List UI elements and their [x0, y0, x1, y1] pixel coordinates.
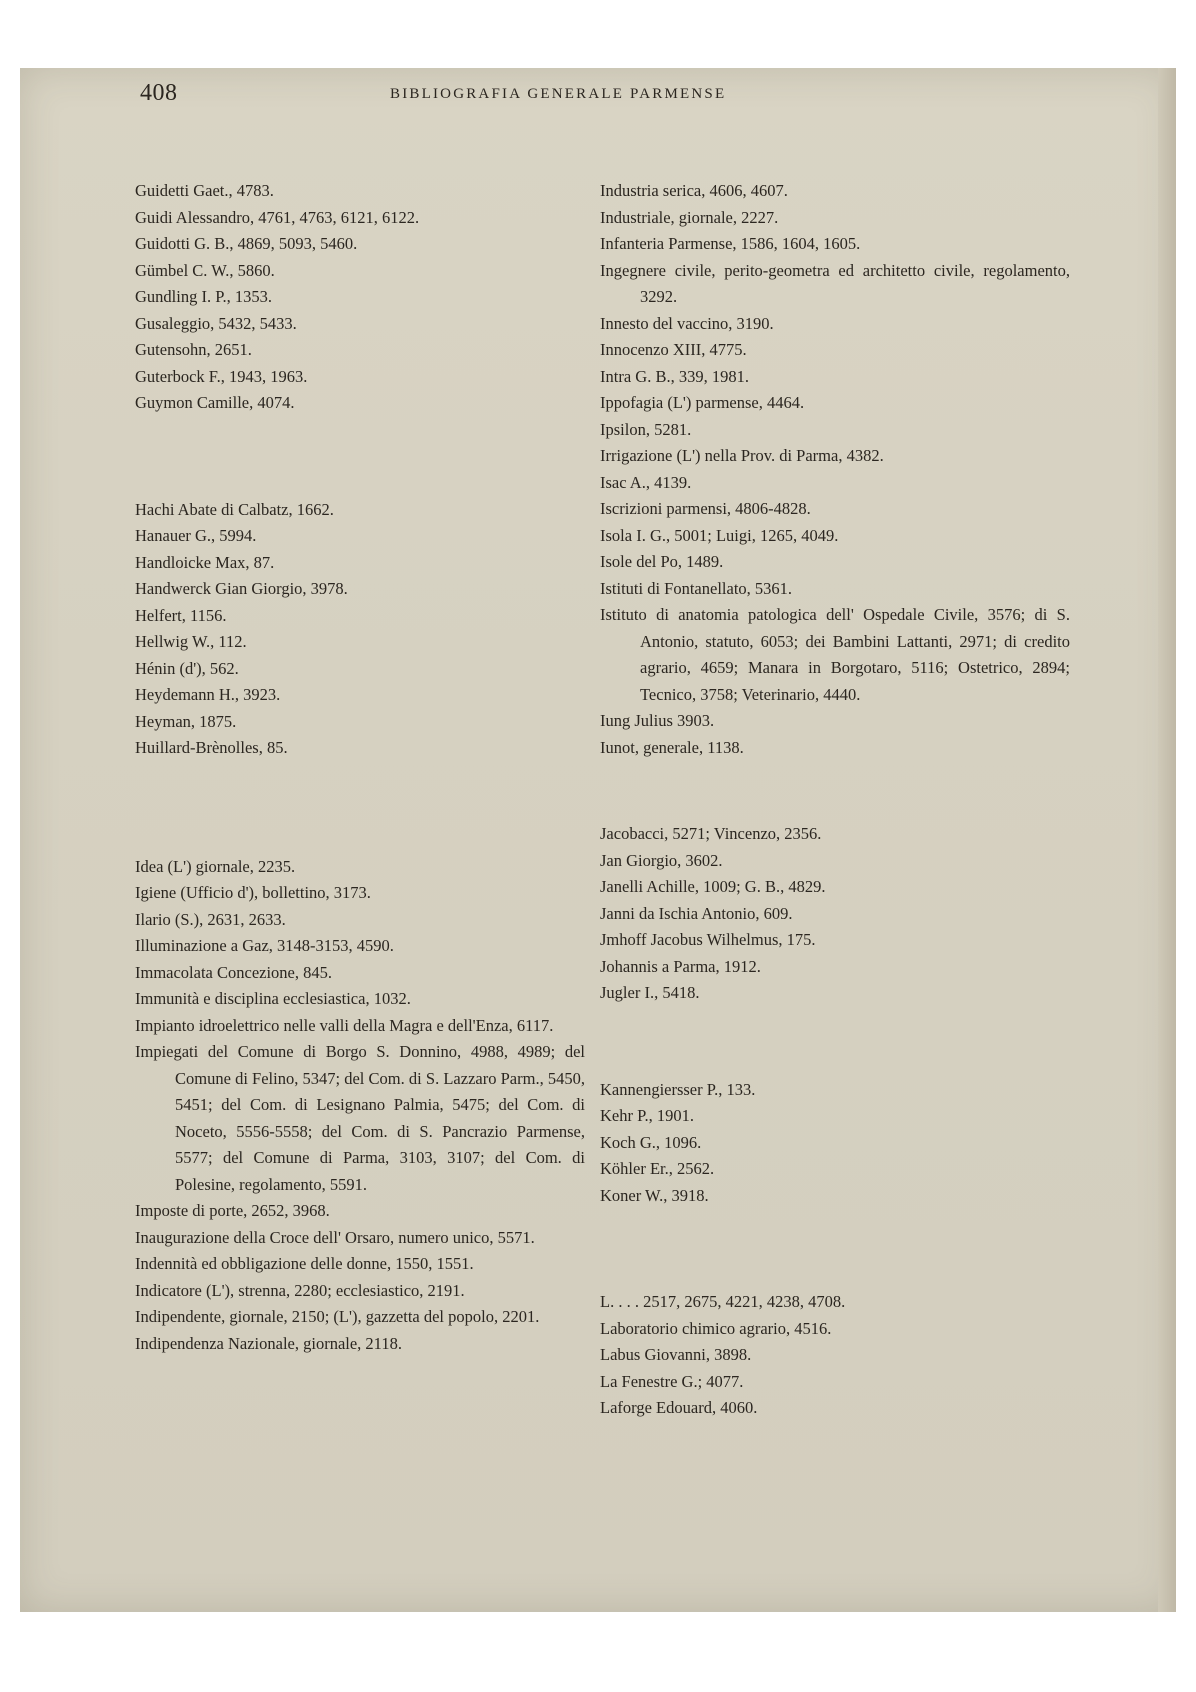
index-entry: Janni da Ischia Antonio, 609.: [600, 903, 793, 923]
section-gap: [600, 1209, 1070, 1289]
index-entry: Istituto di anatomia patologica dell' Ospedale Civile, 3576; di S. Antonio, statuto, 6053; dei Bambini Lattanti, 2971; di credito agrario, 4659; Manara in Borgotaro, 5116; Ostetrico, 2894; Tecnico, 3758; Veterinario, 4440.: [600, 605, 1070, 704]
index-entry: Jacobacci, 5271; Vincenzo, 2356.: [600, 824, 822, 843]
index-entry: Innesto del vaccino, 3190.: [600, 313, 774, 333]
index-column-right: [600, 178, 1070, 1422]
index-entry: Immacolata Concezione, 845.: [135, 962, 333, 982]
index-entry: Idea (L') giornale, 2235.: [135, 856, 296, 876]
index-entry: Iscrizioni parmensi, 4806-4828.: [600, 499, 811, 518]
index-entry: Isola I. G., 5001; Luigi, 1265, 4049.: [600, 525, 839, 545]
index-entry: Laboratorio chimico agrario, 4516.: [600, 1318, 832, 1338]
index-entry: Guidetti Gaet., 4783.: [135, 181, 274, 200]
index-entry: Igiene (Ufficio d'), bollettino, 3173.: [135, 883, 371, 902]
index-entry: Istituti di Fontanellato, 5361.: [600, 578, 793, 598]
index-entry: Koner W., 3918.: [600, 1185, 709, 1205]
index-entry: Jugler I., 5418.: [600, 983, 700, 1002]
index-entry: Ippofagia (L') parmense, 4464.: [600, 393, 805, 412]
index-entry: Gundling I. P., 1353.: [135, 287, 273, 306]
index-entry: Ingegnere civile, perito-geometra ed architetto civile, regolamento, 3292.: [600, 260, 1070, 306]
index-entry: Jmhoff Jacobus Wilhelmus, 175.: [600, 930, 816, 949]
index-entry: Impiegati del Comune di Borgo S. Donnino, 4988, 4989; del Comune di Felino, 5347; del Com. di S. Lazzaro Parm., 5450, 5451; del Com. di Lesignano Palmia, 5475; del Com. di Noceto, 5556-5558; del Com. di S. Pancrazio Parmense, 5577; del Comune di Parma, 3103, 3107; del Com. di Polesine, regolamento, 5591.: [135, 1042, 585, 1194]
index-entry: Kehr P., 1901.: [600, 1106, 694, 1125]
page-number: 408: [140, 80, 178, 106]
index-entry: Immunità e disciplina ecclesiastica, 1032.: [135, 989, 411, 1008]
index-entry: Irrigazione (L') nella Prov. di Parma, 4382.: [600, 446, 884, 465]
index-entry: Köhler Er., 2562.: [600, 1159, 715, 1178]
index-entry: Kannengiersser P., 133.: [600, 1079, 756, 1099]
index-entry: Indennità ed obbligazione delle donne, 1550, 1551.: [135, 1254, 474, 1273]
index-entry: Infanteria Parmense, 1586, 1604, 1605.: [600, 234, 861, 253]
section-gap: [600, 1007, 1070, 1077]
index-entry: L. . . . 2517, 2675, 4221, 4238, 4708.: [600, 1292, 846, 1311]
index-column-left: [135, 178, 585, 1357]
index-entry: Intra G. B., 339, 1981.: [600, 366, 749, 386]
index-entry: Iung Julius 3903.: [600, 711, 715, 730]
index-entry: Industria serica, 4606, 4607.: [600, 181, 788, 200]
index-entry: Gusaleggio, 5432, 5433.: [135, 313, 297, 333]
index-entry: Innocenzo XIII, 4775.: [600, 340, 747, 359]
index-entry: Helfert, 1156.: [135, 605, 227, 625]
section-gap: [135, 762, 585, 854]
index-entry: Inaugurazione della Croce dell' Orsaro, numero unico, 5571.: [135, 1227, 535, 1247]
index-entry: Indicatore (L'), strenna, 2280; ecclesiastico, 2191.: [135, 1280, 465, 1300]
index-entry: Heydemann H., 3923.: [135, 685, 281, 704]
index-entry: Guidi Alessandro, 4761, 4763, 6121, 6122.: [135, 207, 420, 227]
index-entry: Impianto idroelettrico nelle valli della Magra e dell'Enza, 6117.: [135, 1015, 554, 1035]
index-entry: Guymon Camille, 4074.: [135, 393, 295, 412]
index-entry: La Fenestre G.; 4077.: [600, 1371, 744, 1391]
index-entry: Iunot, generale, 1138.: [600, 737, 744, 757]
index-entry: Huillard-Brènolles, 85.: [135, 738, 288, 757]
index-entry: Indipendenza Nazionale, giornale, 2118.: [135, 1333, 402, 1353]
section-gap: [135, 417, 585, 497]
index-entry: Industriale, giornale, 2227.: [600, 207, 779, 227]
index-entry: Hellwig W., 112.: [135, 632, 247, 651]
index-entry: Guidotti G. B., 4869, 5093, 5460.: [135, 234, 358, 253]
index-entry: Koch G., 1096.: [600, 1132, 702, 1152]
index-entry: Johannis a Parma, 1912.: [600, 956, 761, 976]
section-gap: [600, 761, 1070, 821]
index-entry: Jan Giorgio, 3602.: [600, 850, 723, 870]
index-entry: Hachi Abate di Calbatz, 1662.: [135, 499, 334, 519]
index-entry: Heyman, 1875.: [135, 711, 237, 731]
index-entry: Ipsilon, 5281.: [600, 419, 692, 439]
index-entry: Handwerck Gian Giorgio, 3978.: [135, 579, 348, 598]
index-entry: Illuminazione a Gaz, 3148-3153, 4590.: [135, 936, 394, 955]
page-spine-shadow: [1158, 68, 1176, 1612]
index-entry: Gümbel C. W., 5860.: [135, 260, 275, 280]
index-entry: Ilario (S.), 2631, 2633.: [135, 909, 286, 929]
index-entry: Indipendente, giornale, 2150; (L'), gazzetta del popolo, 2201.: [135, 1307, 540, 1326]
index-entry: Gutensohn, 2651.: [135, 340, 252, 359]
running-title: BIBLIOGRAFIA GENERALE PARMENSE: [390, 86, 727, 102]
index-entry: Isac A., 4139.: [600, 472, 692, 492]
index-entry: Imposte di porte, 2652, 3968.: [135, 1201, 330, 1220]
index-entry: Hénin (d'), 562.: [135, 658, 239, 678]
index-entry: Hanauer G., 5994.: [135, 526, 257, 545]
index-entry: Janelli Achille, 1009; G. B., 4829.: [600, 877, 826, 896]
index-entry: Isole del Po, 1489.: [600, 552, 724, 571]
index-entry: Handloicke Max, 87.: [135, 552, 275, 572]
index-entry: Laforge Edouard, 4060.: [600, 1398, 758, 1417]
index-entry: Guterbock F., 1943, 1963.: [135, 366, 308, 386]
index-entry: Labus Giovanni, 3898.: [600, 1345, 752, 1364]
